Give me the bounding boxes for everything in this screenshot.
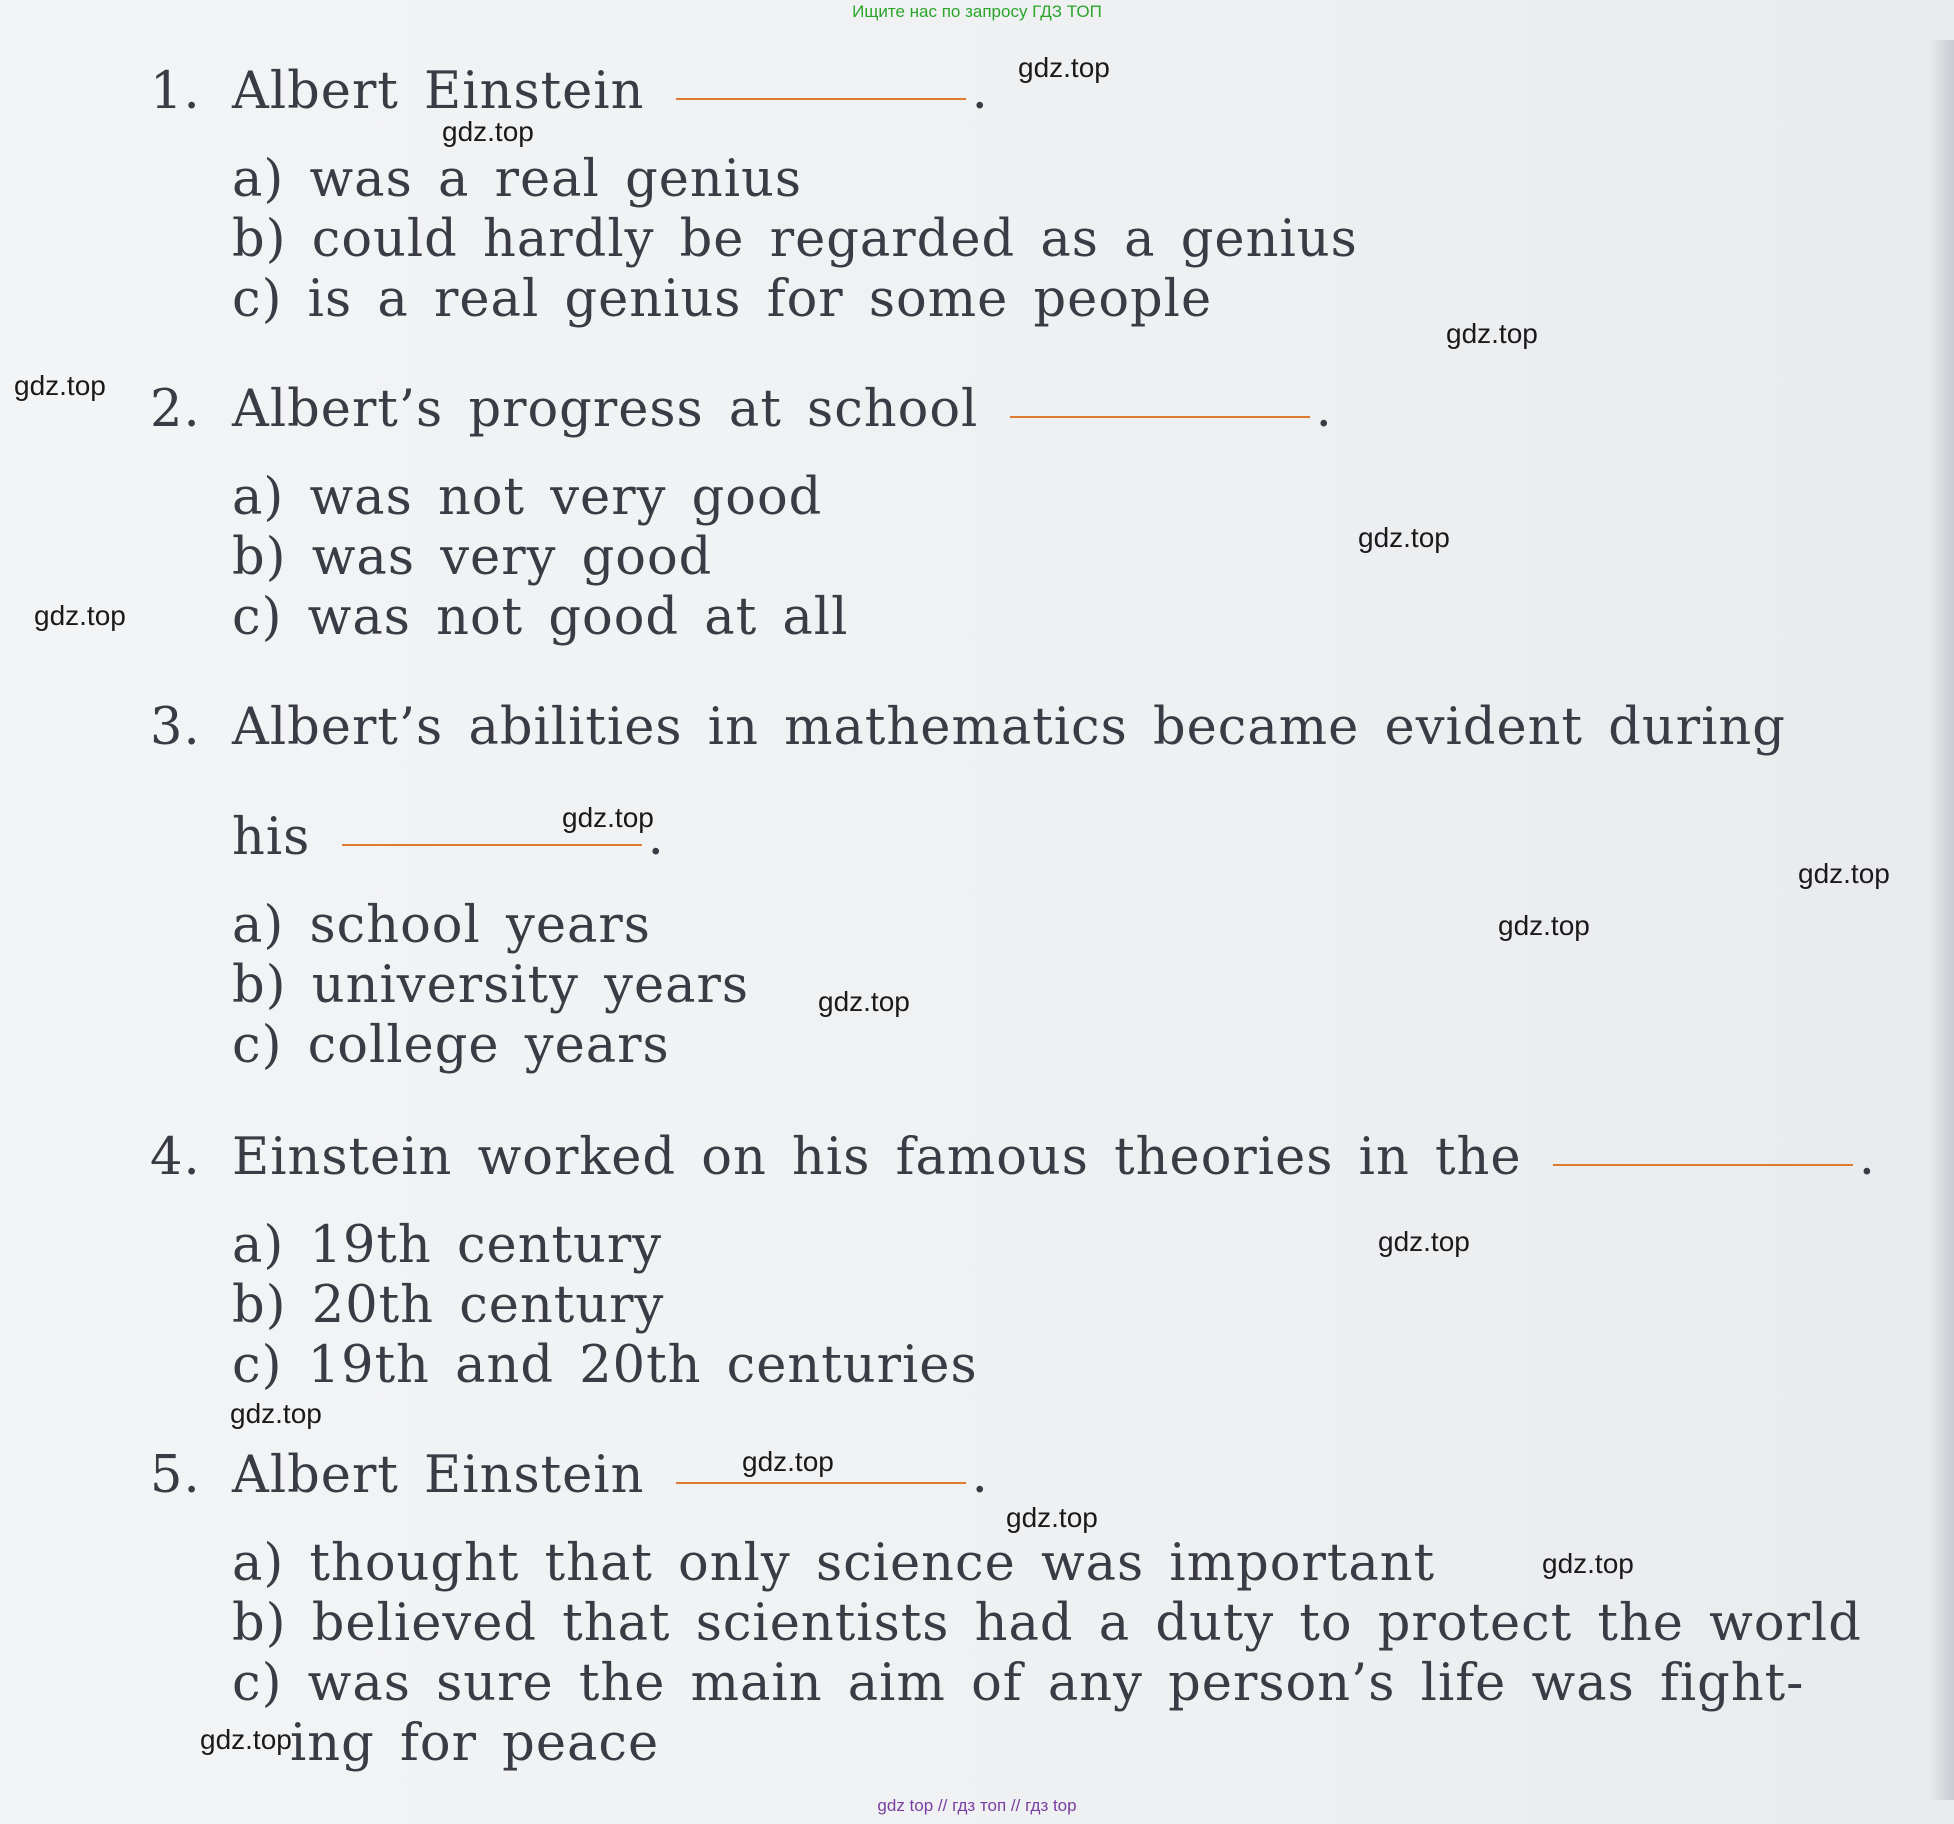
question-stem-continued: his <box>232 808 311 867</box>
watermark: gdz.top <box>1018 52 1110 83</box>
answer-blank <box>1010 408 1310 418</box>
question-number: 2. <box>150 380 201 439</box>
watermark: gdz.top <box>562 802 654 833</box>
question-period: . <box>647 808 665 867</box>
watermark: gdz.top <box>818 986 910 1017</box>
answer-blank <box>342 836 642 846</box>
watermark: gdz.top <box>230 1398 322 1429</box>
option-4a: a) 19th century <box>232 1216 663 1275</box>
question-period: . <box>971 62 989 121</box>
question-number: 1. <box>150 62 201 121</box>
question-period: . <box>1315 380 1333 439</box>
question-2 <box>150 380 1333 439</box>
option-5b: b) believed that scientists had a duty to protect the world <box>232 1594 1862 1653</box>
question-5 <box>150 1446 989 1505</box>
page-edge-shadow <box>1930 40 1954 1800</box>
question-3 <box>150 698 1786 757</box>
option-2b: b) was very good <box>232 528 713 587</box>
watermark: gdz.top <box>200 1724 292 1755</box>
watermark: gdz.top <box>14 370 106 401</box>
question-1 <box>150 62 989 121</box>
option-3a: a) school years <box>232 896 651 955</box>
question-stem: Albert Einstein <box>232 1446 645 1505</box>
question-number: 4. <box>150 1128 201 1187</box>
watermark: gdz.top <box>1358 522 1450 553</box>
option-5c-continued: ing for peace <box>290 1714 660 1773</box>
watermark: gdz.top <box>1498 910 1590 941</box>
option-1a: a) was a real genius <box>232 150 803 209</box>
watermark: gdz.top <box>34 600 126 631</box>
option-5a: a) thought that only science was important <box>232 1534 1436 1593</box>
question-stem: Albert’s progress at school <box>232 380 979 439</box>
option-2c: c) was not good at all <box>232 588 849 647</box>
option-1b: b) could hardly be regarded as a genius <box>232 210 1358 269</box>
question-4 <box>150 1128 1876 1187</box>
watermark: gdz.top <box>1542 1548 1634 1579</box>
question-period: . <box>971 1446 989 1505</box>
option-1c: c) is a real genius for some people <box>232 270 1213 329</box>
question-number: 5. <box>150 1446 201 1505</box>
answer-blank <box>676 90 966 100</box>
watermark: gdz.top <box>1798 858 1890 889</box>
watermark: gdz.top <box>742 1446 834 1477</box>
option-3c: c) college years <box>232 1016 670 1075</box>
watermark: gdz.top <box>1006 1502 1098 1533</box>
option-3b: b) university years <box>232 956 750 1015</box>
footer-note: gdz top // гдз топ // гдз top <box>877 1796 1077 1815</box>
watermark: gdz.top <box>442 116 534 147</box>
option-5c: c) was sure the main aim of any person’s life was fight- <box>232 1654 1805 1713</box>
question-number: 3. <box>150 698 201 757</box>
question-stem: Einstein worked on his famous theories in the <box>232 1128 1522 1187</box>
question-period: . <box>1858 1128 1876 1187</box>
watermark: gdz.top <box>1446 318 1538 349</box>
question-stem: Albert’s abilities in mathematics became evident during <box>232 698 1786 757</box>
option-4c: c) 19th and 20th centuries <box>232 1336 978 1395</box>
answer-blank <box>1553 1156 1853 1166</box>
option-4b: b) 20th century <box>232 1276 665 1335</box>
watermark: gdz.top <box>1378 1226 1470 1257</box>
question-stem: Albert Einstein <box>232 62 645 121</box>
header-note: Ищите нас по запросу ГДЗ ТОП <box>852 2 1102 21</box>
option-2a: a) was not very good <box>232 468 823 527</box>
